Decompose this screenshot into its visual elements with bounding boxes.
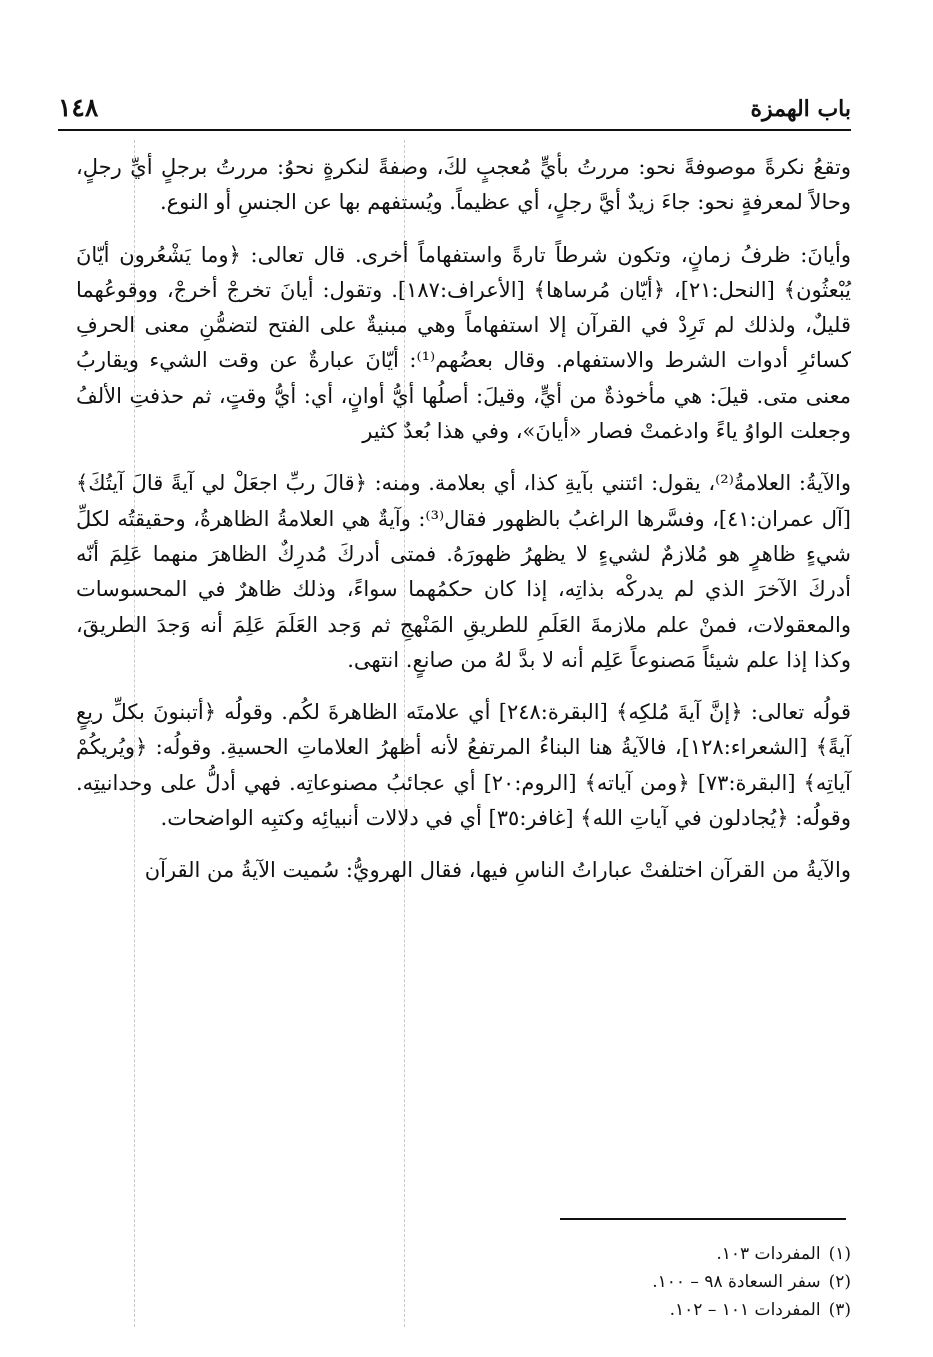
footnote (451, 1296, 851, 1324)
footnote-rule (560, 1218, 846, 1220)
header-rule (58, 129, 851, 131)
footnote (451, 1240, 851, 1268)
footnote-text: سفر السعادة ٩٨ – ١٠٠. (652, 1272, 821, 1292)
footnote-number: (١) (828, 1244, 851, 1264)
main-text (76, 150, 851, 889)
chapter-title: باب الهمزة (750, 96, 851, 122)
paragraph: والآيةُ من القرآن اختلفتْ عباراتُ الناسِ فيها، فقال الهرويُّ: سُميت الآيةُ من القرآن (144, 858, 851, 883)
footnote-text: المفردات ١٠١ – ١٠٢. (669, 1300, 821, 1320)
footnote (451, 1268, 851, 1296)
footnote-number: (٢) (828, 1272, 851, 1292)
footnote-number: (٣) (828, 1300, 851, 1320)
paragraph: قولُه تعالى: ﴿إنَّ آيةَ مُلكِه﴾ [البقرة:٢٤٨] أي علامتَه الظاهرةَ لكُم. وقولُه ﴿أتبنونَ بكلِّ ريعٍ آيةً﴾ [الشعراء:١٢٨]، فالآيةُ هنا البناءُ المرتفعُ لأنه أظهرُ العلاماتِ الحسيةِ. وقولُه: ﴿ويُريكُمْ آياتِه﴾ [البقرة:٧٣] ﴿ومن آياته﴾ [الروم:٢٠] أي عجائبُ مصنوعاتِه. فهي أدلُّ على وحدانيتِه. وقولُه: ﴿يُجادلون في آياتِ الله﴾ [غافر:٣٥] أي في دلالات أنبيائِه وكتبِه الواضحات. (76, 700, 852, 831)
footnote-text: المفردات ١٠٣. (716, 1244, 821, 1264)
page-header (58, 88, 851, 122)
footnotes (451, 1240, 851, 1324)
page-number: ١٤٨ (58, 93, 99, 122)
paragraph: وتقعُ نكرةً موصوفةً نحو: مررتُ بأيٍّ مُعجبٍ لكَ، وصفةً لنكرةٍ نحوُ: مررتُ برجلٍ أيِّ رجلٍ، وحالاً لمعرفةٍ نحو: جاءَ زيدٌ أيَّ رجلٍ، أي عظيماً. ويُستفهم بها عن الجنسِ أو النوع. (76, 155, 851, 215)
paragraph: والآيةُ: العلامةُ⁽²⁾، يقول: ائتني بآيةِ كذا، أي بعلامة. ومنه: ﴿قالَ ربِّ اجعَلْ لي آيةً قالَ آيتُكَ﴾ [آل عمران:٤١]، وفسَّرها الراغبُ بالظهور فقال⁽³⁾: وآيةٌ هي العلامةُ الظاهرةُ، وحقيقتُه لكلِّ شيءٍ ظاهرٍ هو مُلازمٌ لشيءٍ لا يظهرُ ظهورَهُ. فمتى أدركَ مُدرِكٌ الظاهرَ منهما عَلِمَ أنّه أدركَ الآخرَ الذي لم يدركْه بذاتِه، إذا كان حكمُهما سواءً، وذلك ظاهرٌ في المحسوسات والمعقولات، فمنْ علم ملازمةَ العَلَمِ للطريقِ المَنْهجِ ثم وَجد العَلَمَ عَلِمَ أنه وَجدَ الطريقَ، وكذا إذا علم شيئاً مَصنوعاً عَلِم أنه لا بدَّ لهُ من صانعٍ. انتهى. (76, 471, 851, 672)
paragraph: وأيانَ: ظرفُ زمانٍ، وتكون شرطاً تارةً واستفهاماً أخرى. قال تعالى: ﴿وما يَشْعُرون أيّانَ يُبْعثُون﴾ [النحل:٢١]، ﴿أيّان مُرساها﴾ [الأعراف:١٨٧]. وتقول: أيانَ تخرجْ أخرجْ، ووقوعُهما قليلٌ، ولذلك لم تَرِدْ في القرآن إلا استفهاماً وهي مبنيةٌ على الفتح لتضمُّنِ معنى الحرفِ كسائرِ أدوات الشرط والاستفهام. وقال بعضُهم⁽¹⁾: أيّانَ عبارةٌ عن وقت الشيء ويقاربُ معنى متى. قيلَ: هي مأخوذةٌ من أيٍّ، وقيلَ: أصلُها أيُّ أوانٍ، أي: أيُّ وقتٍ، ثم حذفتِ الألفُ وجعلت الواوُ ياءً وادغمتْ فصار «أيانَ»، وفي هذا بُعدٌ كثير (76, 242, 851, 444)
